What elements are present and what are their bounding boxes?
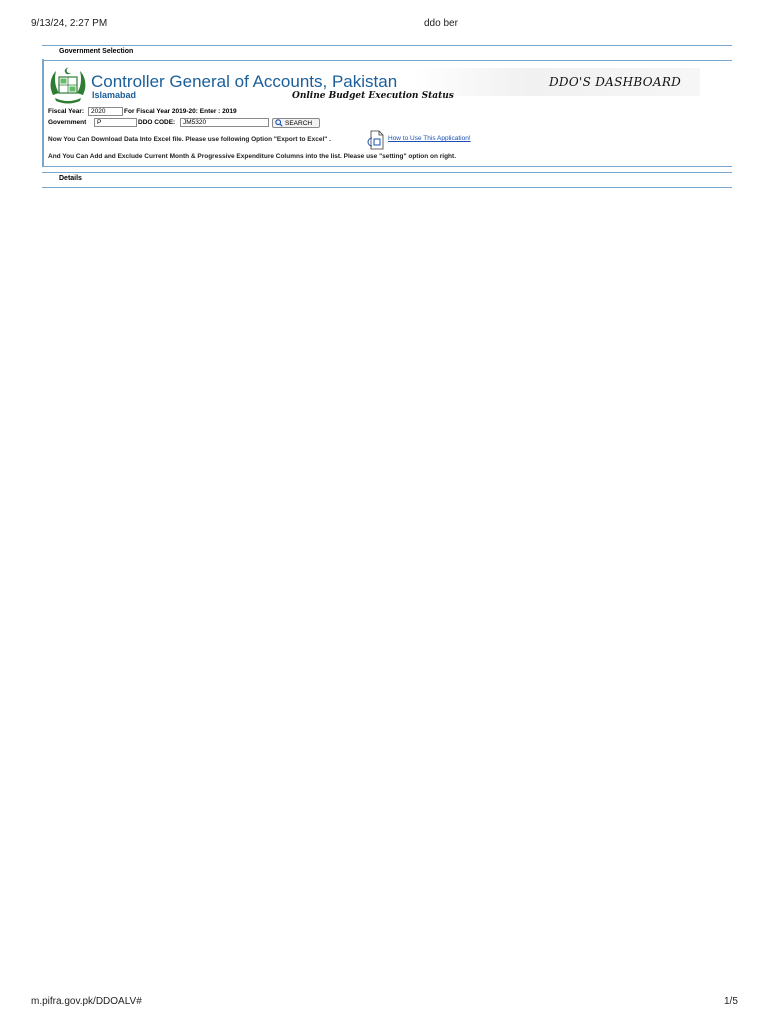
columns-note: And You Can Add and Exclude Current Month & Progressive Expenditure Columns into the list. Please use "setting" option on right. [48, 153, 456, 160]
org-city: Islamabad [92, 90, 137, 100]
print-page-title: ddo ber [424, 18, 458, 29]
print-footer [0, 996, 768, 1008]
government-input[interactable] [94, 118, 137, 127]
print-page-number: 1/5 [724, 996, 738, 1007]
org-title: Controller General of Accounts, Pakistan [91, 72, 398, 91]
dashboard-title: DDO'S DASHBOARD [549, 75, 682, 89]
video-help-icon[interactable] [367, 130, 385, 150]
pakistan-emblem-icon [47, 65, 89, 105]
details-header[interactable] [42, 172, 732, 188]
help-link[interactable]: How to Use This Application! [388, 135, 471, 142]
government-label: Government [48, 119, 87, 126]
search-button-label: SEARCH [285, 119, 313, 127]
excel-download-note: Now You Can Download Data Into Excel file. Please use following Option "Export to Excel" . [48, 136, 331, 143]
fiscal-year-label: Fiscal Year: [48, 108, 85, 115]
ddo-code-input[interactable] [180, 118, 269, 127]
print-header [0, 18, 768, 30]
details-label: Details [59, 175, 82, 182]
print-url: m.pifra.gov.pk/DDOALV# [31, 996, 142, 1007]
search-button[interactable] [272, 118, 320, 128]
search-icon [275, 119, 283, 127]
org-subtitle: Online Budget Execution Status [292, 91, 454, 101]
ddo-code-label: DDO CODE: [138, 119, 176, 126]
fiscal-year-input[interactable] [88, 107, 123, 116]
print-datetime: 9/13/24, 2:27 PM [31, 18, 108, 29]
government-selection-label: Government Selection [59, 48, 134, 55]
fiscal-year-hint: For Fiscal Year 2019-20: Enter : 2019 [124, 108, 237, 115]
